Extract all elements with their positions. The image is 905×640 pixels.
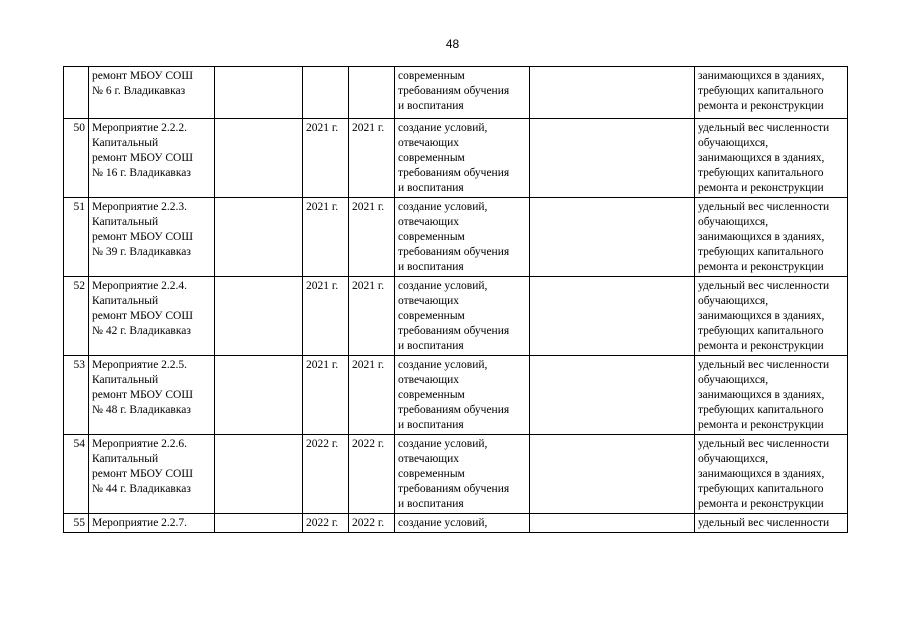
result-cell: создание условий, отвечающих современным требованиям обучения и воспитания [395,435,530,514]
result-cell: создание условий, отвечающих современным требованиям обучения и воспитания [395,277,530,356]
end-year-cell: 2021 г. [349,277,395,356]
indicator-cell: удельный вес численности обучающихся, занимающихся в зданиях, требующих капитального ремонта и реконструкции [695,435,848,514]
executor-cell [215,514,303,533]
indicator-cell: занимающихся в зданиях, требующих капитального ремонта и реконструкции [695,67,848,119]
start-year-cell: 2021 г. [303,277,349,356]
end-year-cell: 2022 г. [349,514,395,533]
executor-cell [215,67,303,119]
executor-cell [215,119,303,198]
executor-cell [215,277,303,356]
table-row [64,435,848,514]
row-number: 54 [64,435,89,514]
end-year-cell: 2021 г. [349,119,395,198]
executor-cell [215,435,303,514]
table-row [64,356,848,435]
table-row [64,119,848,198]
table-row [64,514,848,533]
note-cell [530,514,695,533]
start-year-cell: 2021 г. [303,356,349,435]
result-cell: создание условий, [395,514,530,533]
end-year-cell: 2022 г. [349,435,395,514]
end-year-cell: 2021 г. [349,356,395,435]
activity-cell: Мероприятие 2.2.2. Капитальный ремонт МБОУ СОШ № 16 г. Владикавказ [89,119,215,198]
row-number: 52 [64,277,89,356]
row-number [64,67,89,119]
activity-cell: Мероприятие 2.2.7. [89,514,215,533]
start-year-cell [303,67,349,119]
row-number: 53 [64,356,89,435]
indicator-cell: удельный вес численности обучающихся, занимающихся в зданиях, требующих капитального ремонта и реконструкции [695,277,848,356]
indicator-cell: удельный вес численности обучающихся, занимающихся в зданиях, требующих капитального ремонта и реконструкции [695,198,848,277]
start-year-cell: 2021 г. [303,119,349,198]
row-number: 51 [64,198,89,277]
start-year-cell: 2021 г. [303,198,349,277]
row-number: 55 [64,514,89,533]
table-row [64,277,848,356]
executor-cell [215,198,303,277]
end-year-cell [349,67,395,119]
note-cell [530,119,695,198]
note-cell [530,198,695,277]
activity-cell: Мероприятие 2.2.6. Капитальный ремонт МБОУ СОШ № 44 г. Владикавказ [89,435,215,514]
activity-cell: Мероприятие 2.2.3. Капитальный ремонт МБОУ СОШ № 39 г. Владикавказ [89,198,215,277]
table-row [64,67,848,119]
end-year-cell: 2021 г. [349,198,395,277]
activity-cell: ремонт МБОУ СОШ № 6 г. Владикавказ [89,67,215,119]
table-row [64,198,848,277]
indicator-cell: удельный вес численности обучающихся, занимающихся в зданиях, требующих капитального ремонта и реконструкции [695,119,848,198]
program-activities-table [63,66,848,533]
start-year-cell: 2022 г. [303,514,349,533]
note-cell [530,356,695,435]
note-cell [530,435,695,514]
result-cell: создание условий, отвечающих современным требованиям обучения и воспитания [395,356,530,435]
result-cell: создание условий, отвечающих современным требованиям обучения и воспитания [395,119,530,198]
row-number: 50 [64,119,89,198]
start-year-cell: 2022 г. [303,435,349,514]
note-cell [530,277,695,356]
page-number: 48 [445,37,460,51]
result-cell: современным требованиям обучения и воспитания [395,67,530,119]
activity-cell: Мероприятие 2.2.5. Капитальный ремонт МБОУ СОШ № 48 г. Владикавказ [89,356,215,435]
activity-cell: Мероприятие 2.2.4. Капитальный ремонт МБОУ СОШ № 42 г. Владикавказ [89,277,215,356]
note-cell [530,67,695,119]
indicator-cell: удельный вес численности [695,514,848,533]
result-cell: создание условий, отвечающих современным требованиям обучения и воспитания [395,198,530,277]
executor-cell [215,356,303,435]
indicator-cell: удельный вес численности обучающихся, занимающихся в зданиях, требующих капитального ремонта и реконструкции [695,356,848,435]
